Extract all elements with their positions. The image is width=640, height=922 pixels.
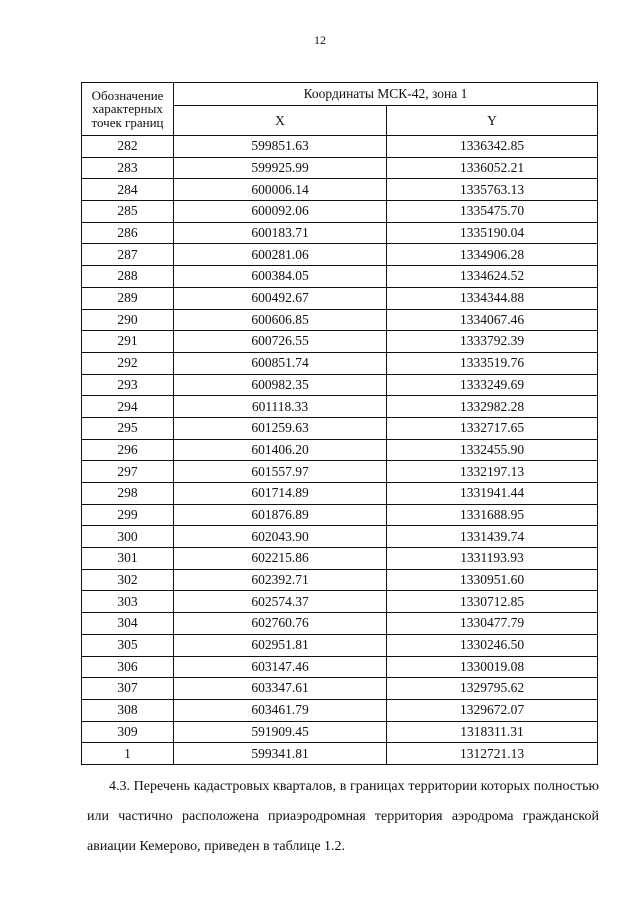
table-row <box>82 678 598 700</box>
y-coordinate-cell: 1333519.76 <box>387 352 598 374</box>
x-coordinate-cell: 600851.74 <box>174 352 387 374</box>
point-number-cell: 286 <box>82 222 174 244</box>
x-coordinate-cell: 602951.81 <box>174 634 387 656</box>
x-coordinate-cell: 601118.33 <box>174 396 387 418</box>
x-coordinate-cell: 600982.35 <box>174 374 387 396</box>
point-number-cell: 292 <box>82 352 174 374</box>
y-coordinate-cell: 1329672.07 <box>387 699 598 721</box>
x-coordinate-cell: 602392.71 <box>174 569 387 591</box>
point-number-cell: 309 <box>82 721 174 743</box>
x-coordinate-cell: 600281.06 <box>174 244 387 266</box>
y-coordinate-cell: 1330477.79 <box>387 613 598 635</box>
x-coordinate-cell: 600183.71 <box>174 222 387 244</box>
x-coordinate-cell: 603347.61 <box>174 678 387 700</box>
table-row <box>82 331 598 353</box>
table-row <box>82 157 598 179</box>
table-row <box>82 483 598 505</box>
table-row <box>82 721 598 743</box>
table-row <box>82 591 598 613</box>
table-row <box>82 656 598 678</box>
table-row <box>82 309 598 331</box>
x-coordinate-cell: 600092.06 <box>174 201 387 223</box>
x-coordinate-cell: 599851.63 <box>174 136 387 158</box>
point-number-cell: 282 <box>82 136 174 158</box>
x-coordinate-cell: 600384.05 <box>174 266 387 288</box>
x-coordinate-cell: 599341.81 <box>174 743 387 765</box>
point-number-cell: 296 <box>82 439 174 461</box>
y-coordinate-cell: 1334067.46 <box>387 309 598 331</box>
header-coords-title: Координаты МСК-42, зона 1 <box>174 83 598 106</box>
point-number-cell: 303 <box>82 591 174 613</box>
point-number-cell: 301 <box>82 548 174 570</box>
point-number-cell: 297 <box>82 461 174 483</box>
point-number-cell: 1 <box>82 743 174 765</box>
section-paragraph: 4.3. Перечень кадастровых кварталов, в границах территории которых полностью или частично расположена приаэродромная территория аэродрома гражданской авиации Кемерово, приведен в таблице 1.2. <box>87 779 599 854</box>
x-coordinate-cell: 601259.63 <box>174 417 387 439</box>
table-row <box>82 504 598 526</box>
point-number-cell: 306 <box>82 656 174 678</box>
point-number-cell: 285 <box>82 201 174 223</box>
y-coordinate-cell: 1312721.13 <box>387 743 598 765</box>
y-coordinate-cell: 1331688.95 <box>387 504 598 526</box>
coordinates-table <box>81 82 598 765</box>
x-coordinate-cell: 602760.76 <box>174 613 387 635</box>
y-coordinate-cell: 1331439.74 <box>387 526 598 548</box>
table-row <box>82 548 598 570</box>
table-row <box>82 201 598 223</box>
y-coordinate-cell: 1336052.21 <box>387 157 598 179</box>
table-row <box>82 374 598 396</box>
y-coordinate-cell: 1334624.52 <box>387 266 598 288</box>
table-row <box>82 136 598 158</box>
y-coordinate-cell: 1330019.08 <box>387 656 598 678</box>
x-coordinate-cell: 603461.79 <box>174 699 387 721</box>
point-number-cell: 304 <box>82 613 174 635</box>
y-coordinate-cell: 1336342.85 <box>387 136 598 158</box>
table-row <box>82 613 598 635</box>
table-row <box>82 743 598 765</box>
point-number-cell: 289 <box>82 287 174 309</box>
x-coordinate-cell: 601714.89 <box>174 483 387 505</box>
x-coordinate-cell: 599925.99 <box>174 157 387 179</box>
point-number-cell: 295 <box>82 417 174 439</box>
y-coordinate-cell: 1335475.70 <box>387 201 598 223</box>
y-coordinate-cell: 1334906.28 <box>387 244 598 266</box>
y-coordinate-cell: 1332717.65 <box>387 417 598 439</box>
table-body <box>82 136 598 765</box>
page-number: 12 <box>314 33 326 47</box>
point-number-cell: 298 <box>82 483 174 505</box>
y-coordinate-cell: 1333249.69 <box>387 374 598 396</box>
x-coordinate-cell: 591909.45 <box>174 721 387 743</box>
y-coordinate-cell: 1332982.28 <box>387 396 598 418</box>
x-coordinate-cell: 603147.46 <box>174 656 387 678</box>
point-number-cell: 299 <box>82 504 174 526</box>
table-row <box>82 569 598 591</box>
x-coordinate-cell: 600726.55 <box>174 331 387 353</box>
y-coordinate-cell: 1330246.50 <box>387 634 598 656</box>
point-number-cell: 305 <box>82 634 174 656</box>
point-number-cell: 307 <box>82 678 174 700</box>
header-y: Y <box>387 106 598 136</box>
x-coordinate-cell: 602574.37 <box>174 591 387 613</box>
y-coordinate-cell: 1331941.44 <box>387 483 598 505</box>
point-number-cell: 302 <box>82 569 174 591</box>
y-coordinate-cell: 1330712.85 <box>387 591 598 613</box>
point-number-cell: 290 <box>82 309 174 331</box>
table-row <box>82 461 598 483</box>
y-coordinate-cell: 1335190.04 <box>387 222 598 244</box>
table-row <box>82 222 598 244</box>
x-coordinate-cell: 602043.90 <box>174 526 387 548</box>
table-row <box>82 526 598 548</box>
y-coordinate-cell: 1335763.13 <box>387 179 598 201</box>
table-row <box>82 266 598 288</box>
y-coordinate-cell: 1334344.88 <box>387 287 598 309</box>
point-number-cell: 308 <box>82 699 174 721</box>
table-row <box>82 179 598 201</box>
x-coordinate-cell: 601406.20 <box>174 439 387 461</box>
x-coordinate-cell: 601557.97 <box>174 461 387 483</box>
y-coordinate-cell: 1333792.39 <box>387 331 598 353</box>
table-row <box>82 699 598 721</box>
point-number-cell: 283 <box>82 157 174 179</box>
table-row <box>82 417 598 439</box>
table-row <box>82 396 598 418</box>
point-number-cell: 293 <box>82 374 174 396</box>
x-coordinate-cell: 600606.85 <box>174 309 387 331</box>
point-number-cell: 291 <box>82 331 174 353</box>
x-coordinate-cell: 601876.89 <box>174 504 387 526</box>
table-row <box>82 244 598 266</box>
x-coordinate-cell: 602215.86 <box>174 548 387 570</box>
table-row <box>82 287 598 309</box>
point-number-cell: 287 <box>82 244 174 266</box>
x-coordinate-cell: 600492.67 <box>174 287 387 309</box>
point-number-cell: 284 <box>82 179 174 201</box>
y-coordinate-cell: 1332455.90 <box>387 439 598 461</box>
y-coordinate-cell: 1332197.13 <box>387 461 598 483</box>
table-row <box>82 634 598 656</box>
y-coordinate-cell: 1330951.60 <box>387 569 598 591</box>
y-coordinate-cell: 1331193.93 <box>387 548 598 570</box>
header-x: X <box>174 106 387 136</box>
table-row <box>82 352 598 374</box>
point-number-cell: 288 <box>82 266 174 288</box>
table-row <box>82 439 598 461</box>
x-coordinate-cell: 600006.14 <box>174 179 387 201</box>
y-coordinate-cell: 1329795.62 <box>387 678 598 700</box>
point-number-cell: 300 <box>82 526 174 548</box>
y-coordinate-cell: 1318311.31 <box>387 721 598 743</box>
point-number-cell: 294 <box>82 396 174 418</box>
header-designation: Обозначение характерных точек границ <box>82 83 174 136</box>
